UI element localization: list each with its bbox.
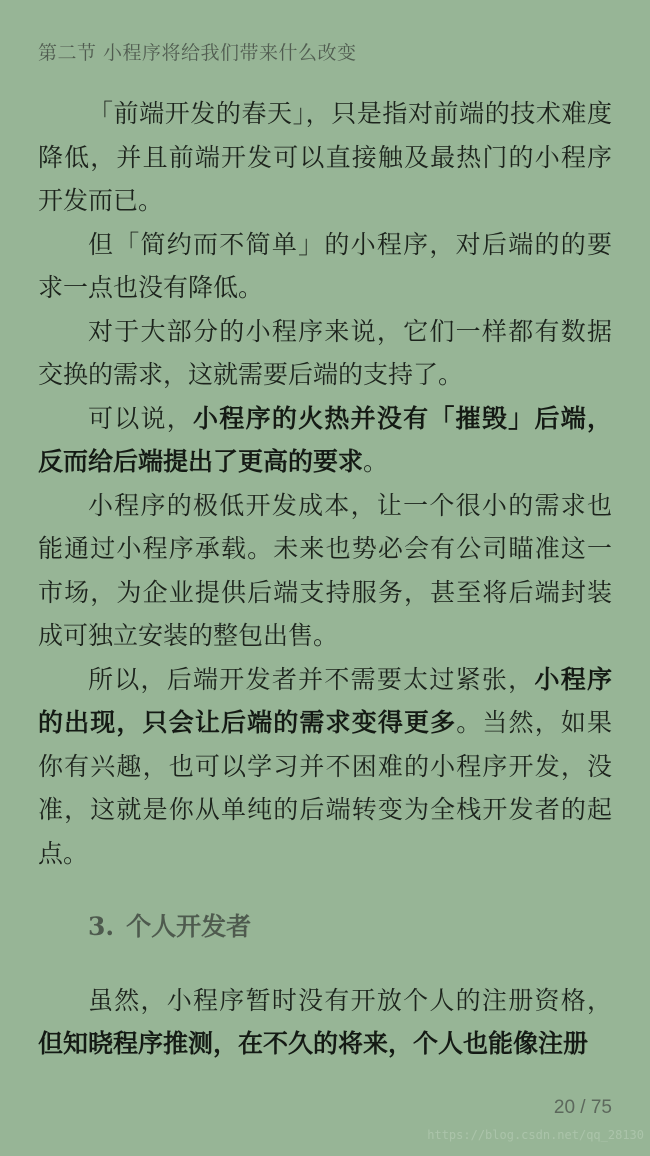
chapter-header: 第二节 小程序将给我们带来什么改变 bbox=[38, 42, 357, 64]
page-number: 20 / 75 bbox=[553, 1097, 612, 1118]
paragraph bbox=[38, 397, 612, 484]
paragraph bbox=[38, 484, 612, 658]
paragraph bbox=[38, 658, 612, 876]
text-segment: 。当然，如果你有兴趣，也可以学习并不困难的小程序开发，没准，这就是你从单纯的后端转变为全栈开发者的起点。 bbox=[38, 708, 612, 868]
paragraph bbox=[38, 223, 612, 310]
paragraph-list bbox=[38, 92, 612, 875]
paragraph bbox=[38, 92, 612, 223]
section-title: 个人开发者 bbox=[126, 912, 252, 941]
text-segment: 但「简约而不简单」的小程序，对后端的的要求一点也没有降低。 bbox=[38, 229, 612, 302]
paragraph bbox=[38, 310, 612, 397]
text-segment: 可以说， bbox=[88, 403, 194, 433]
bold-text: 但知晓程序推测，在不久的将来，个人也能像注册 bbox=[38, 1029, 589, 1058]
text-segment: 「前端开发的春天」，只是指对前端的技术难度降低，并且前端开发可以直接触及最热门的小程序开发而已。 bbox=[38, 99, 612, 215]
section-number: 3. bbox=[88, 912, 115, 941]
text-segment: 小程序的极低开发成本，让一个很小的需求也能通过小程序承载。未来也势必会有公司瞄准这一市场，为企业提供后端支持服务，甚至将后端封装成可独立安装的整包出售。 bbox=[38, 490, 612, 650]
text-segment: 所以，后端开发者并不需要太过紧张， bbox=[88, 664, 535, 694]
page-content bbox=[38, 92, 612, 1066]
watermark: https://blog.csdn.net/qq_28130 bbox=[427, 1128, 644, 1142]
section-body bbox=[38, 979, 612, 1066]
text-segment: 对于大部分的小程序来说，它们一样都有数据交换的需求，这就需要后端的支持了。 bbox=[38, 316, 612, 389]
bold-text: 小程序的出现，只会让后端的需求变得更多 bbox=[38, 664, 612, 737]
text-segment: 虽然，小程序暂时没有开放个人的注册资格， bbox=[88, 985, 612, 1015]
text-segment: 。 bbox=[363, 447, 389, 476]
paragraph bbox=[38, 979, 612, 1066]
section-heading bbox=[38, 905, 612, 949]
bold-text: 小程序的火热并没有「摧毁」后端，反而给后端提出了更高的要求 bbox=[38, 403, 612, 476]
